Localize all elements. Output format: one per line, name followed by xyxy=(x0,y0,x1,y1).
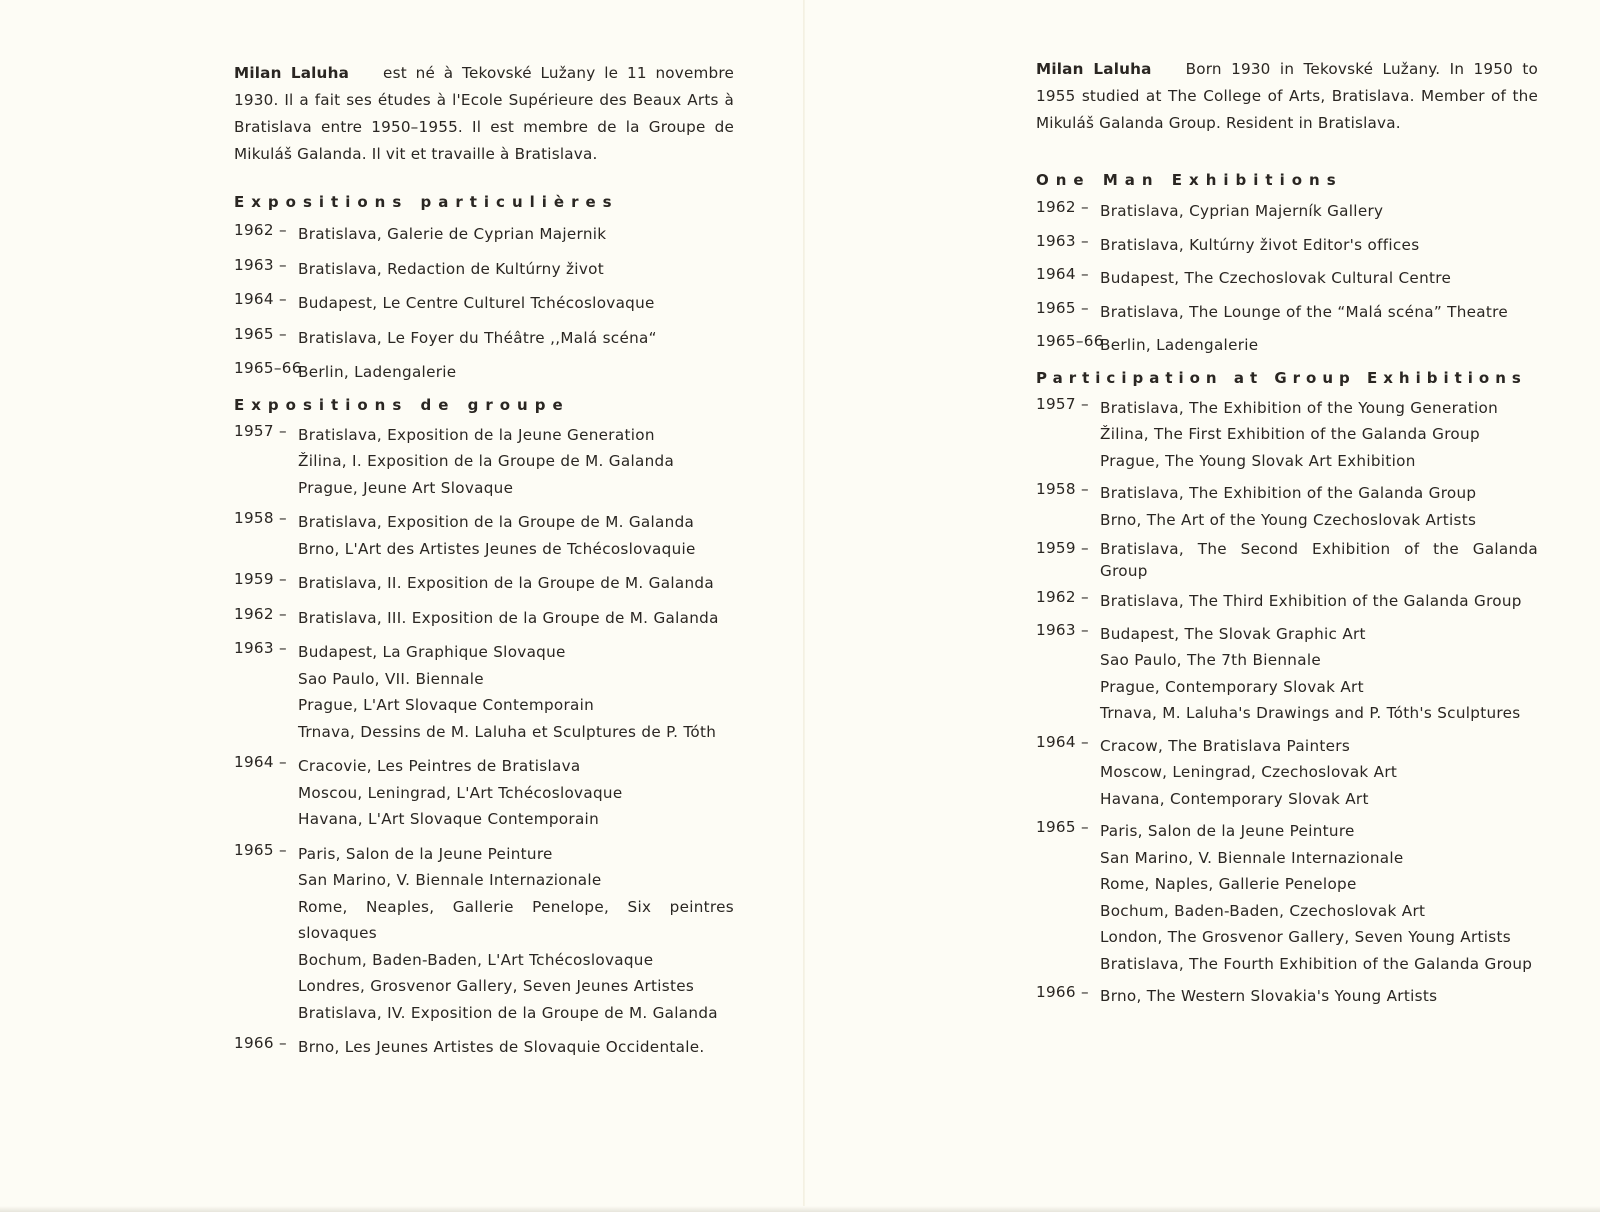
exhibition-venues xyxy=(298,570,734,597)
exhibition-entry xyxy=(234,221,734,248)
artist-name: Milan Laluha xyxy=(234,64,350,82)
exhibition-venue: Brno, L'Art des Artistes Jeunes de Tchécoslovaquie xyxy=(298,539,696,558)
exhibition-venues xyxy=(298,221,734,248)
exhibition-year: 1962 – xyxy=(1036,198,1089,216)
exhibition-venue: Bratislava, III. Exposition de la Groupe de M. Galanda xyxy=(298,608,719,627)
exhibition-venues xyxy=(1100,480,1538,533)
exhibition-entry xyxy=(234,841,734,1027)
exhibition-year: 1962 – xyxy=(234,221,287,239)
exhibition-venue: Sao Paulo, The 7th Biennale xyxy=(1100,651,1321,669)
section-title-group: Expositions de groupe xyxy=(234,395,570,414)
artist-name: Milan Laluha xyxy=(1036,60,1152,78)
exhibition-venues xyxy=(1100,299,1538,326)
exhibition-year: 1965 – xyxy=(1036,818,1089,836)
exhibition-venues xyxy=(298,841,734,1027)
biography-text: est né à Tekovské Lužany le 11 novembre 1930. Il a fait ses études à l'Ecole Supérieure des Beaux Arts à Bratislava entre 1950–1955. Il est membre de la Groupe de Mikuláš Galanda. Il vit et travaille à Bratislava. xyxy=(234,64,734,163)
exhibition-year: 1959 – xyxy=(1036,539,1089,557)
section-title-one-man: Expositions particulières xyxy=(234,193,619,211)
exhibition-venue: Moscow, Leningrad, Czechoslovak Art xyxy=(1100,763,1398,781)
exhibition-venues xyxy=(298,509,734,562)
exhibition-year: 1963 – xyxy=(234,639,287,657)
exhibition-entry xyxy=(234,1034,734,1061)
exhibition-year: 1965–66 xyxy=(234,359,302,377)
exhibition-venue: Budapest, The Slovak Graphic Art xyxy=(1100,624,1366,643)
exhibition-venue: Bratislava, Cyprian Majerník Gallery xyxy=(1100,202,1384,220)
exhibition-venue: Berlin, Ladengalerie xyxy=(298,363,457,381)
exhibition-venue: Bratislava, Kultúrny život Editor's offices xyxy=(1100,235,1420,254)
exhibition-year: 1964 – xyxy=(234,753,287,771)
one-man-exhibitions-list xyxy=(234,221,734,386)
exhibition-venue: Bratislava, The Second Exhibition of the Galanda Group xyxy=(1100,540,1538,580)
exhibition-venue: Cracovie, Les Peintres de Bratislava xyxy=(298,757,581,775)
exhibition-venue: Bratislava, Exposition de la Jeune Generation xyxy=(298,425,655,444)
exhibition-venue: Havana, Contemporary Slovak Art xyxy=(1100,789,1369,808)
biography-text: Born 1930 in Tekovské Lužany. In 1950 to 1955 studied at The College of Arts, Bratislava. Member of the Mikuláš Galanda Group. Resident in Bratislava. xyxy=(1036,60,1539,132)
exhibition-year: 1957 – xyxy=(234,421,287,440)
exhibition-venue: San Marino, V. Biennale Internazionale xyxy=(1100,848,1404,867)
exhibition-venues xyxy=(1100,539,1538,582)
exhibition-venue: Cracow, The Bratislava Painters xyxy=(1100,736,1351,755)
exhibition-venues xyxy=(1100,588,1538,615)
exhibition-venue: Bratislava, IV. Exposition de la Groupe de M. Galanda xyxy=(298,1003,718,1022)
exhibition-venues xyxy=(1100,395,1538,475)
exhibition-entry xyxy=(234,290,734,317)
exhibition-entry xyxy=(1036,232,1538,259)
exhibition-venues xyxy=(298,359,734,386)
exhibition-year: 1966 – xyxy=(1036,983,1089,1001)
exhibition-venues xyxy=(1100,621,1538,727)
exhibition-venues xyxy=(1100,332,1538,359)
exhibition-venue: Bratislava, The Lounge of the “Malá scéna” Theatre xyxy=(1100,302,1509,321)
exhibition-entry xyxy=(234,753,734,833)
exhibition-year: 1957 – xyxy=(1036,394,1089,413)
exhibition-venue: Rome, Naples, Gallerie Penelope xyxy=(1100,875,1357,893)
exhibition-entry xyxy=(1036,480,1538,533)
group-exhibitions-list xyxy=(1036,395,1538,1010)
exhibition-venues xyxy=(1100,198,1538,225)
exhibition-year: 1962 – xyxy=(234,604,287,623)
exhibition-venue: Žilina, The First Exhibition of the Galanda Group xyxy=(1100,425,1480,443)
exhibition-entry xyxy=(234,256,734,283)
exhibition-venues xyxy=(1100,983,1538,1010)
exhibition-entry xyxy=(1036,733,1538,813)
exhibition-venues xyxy=(298,422,734,502)
exhibition-venue: Bratislava, Redaction de Kultúrny život xyxy=(298,259,604,278)
exhibition-venue: Prague, Contemporary Slovak Art xyxy=(1100,677,1364,696)
exhibition-year: 1963 – xyxy=(234,255,287,274)
exhibition-venue: Bratislava, Galerie de Cyprian Majernik xyxy=(298,225,607,243)
paper-bottom-edge xyxy=(0,1206,1600,1212)
section-title-group: Participation at Group Exhibitions xyxy=(1036,368,1527,387)
exhibition-entry xyxy=(234,422,734,502)
exhibition-entry xyxy=(234,605,734,632)
exhibition-venue: Bratislava, Exposition de la Groupe de M. Galanda xyxy=(298,513,695,531)
exhibition-venue: Bratislava, The Exhibition of the Galanda Group xyxy=(1100,484,1477,502)
exhibition-venues xyxy=(298,290,734,317)
exhibition-venue: Budapest, Le Centre Culturel Tchécoslovaque xyxy=(298,294,655,312)
exhibition-year: 1962 – xyxy=(1036,588,1089,606)
exhibition-venue: Bratislava, Le Foyer du Théâtre ,,Malá scéna“ xyxy=(298,328,657,347)
group-exhibitions-list xyxy=(234,422,734,1061)
exhibition-venue: Havana, L'Art Slovaque Contemporain xyxy=(298,810,599,828)
exhibition-entry xyxy=(1036,539,1538,582)
exhibition-venue: Paris, Salon de la Jeune Peinture xyxy=(298,844,553,863)
exhibition-venue: Trnava, M. Laluha's Drawings and P. Tóth's Sculptures xyxy=(1100,704,1521,722)
exhibition-entry xyxy=(1036,395,1538,475)
exhibition-venues xyxy=(298,639,734,745)
exhibition-venue: Prague, The Young Slovak Art Exhibition xyxy=(1100,451,1416,470)
exhibition-venue: Budapest, La Graphique Slovaque xyxy=(298,643,566,661)
section-title-one-man: One Man Exhibitions xyxy=(1036,171,1343,189)
exhibition-year: 1965 – xyxy=(1036,298,1089,317)
exhibition-venue: Bratislava, The Fourth Exhibition of the Galanda Group xyxy=(1100,954,1533,973)
exhibition-venue: Moscou, Leningrad, L'Art Tchécoslovaque xyxy=(298,783,623,802)
exhibition-venue: San Marino, V. Biennale Internazionale xyxy=(298,871,602,889)
exhibition-year: 1964 – xyxy=(234,290,287,308)
one-man-exhibitions-list xyxy=(1036,198,1538,359)
exhibition-venue: Brno, The Art of the Young Czechoslovak Artists xyxy=(1100,510,1477,529)
exhibition-venues xyxy=(298,605,734,632)
exhibition-venue: Sao Paulo, VII. Biennale xyxy=(298,669,484,688)
exhibition-entry xyxy=(1036,299,1538,326)
exhibition-venue: Brno, The Western Slovakia's Young Artists xyxy=(1100,987,1438,1005)
exhibition-year: 1964 – xyxy=(1036,732,1089,751)
exhibition-venues xyxy=(1100,265,1538,292)
exhibition-venue: Bratislava, The Exhibition of the Young Generation xyxy=(1100,398,1499,417)
exhibition-venue: Bratislava, II. Exposition de la Groupe de M. Galanda xyxy=(298,574,714,592)
exhibition-year: 1959 – xyxy=(234,570,287,588)
exhibition-venues xyxy=(298,753,734,833)
exhibition-entry xyxy=(1036,588,1538,615)
exhibition-year: 1958 – xyxy=(1036,480,1089,498)
exhibition-year: 1965–66 xyxy=(1036,332,1104,350)
exhibition-entry xyxy=(1036,983,1538,1010)
exhibition-venue: Budapest, The Czechoslovak Cultural Centre xyxy=(1100,269,1452,287)
exhibition-venues xyxy=(298,325,734,352)
exhibition-year: 1958 – xyxy=(234,509,287,527)
exhibition-year: 1964 – xyxy=(1036,265,1089,283)
exhibition-entry xyxy=(234,639,734,745)
exhibition-entry xyxy=(1036,198,1538,225)
exhibition-venue: Prague, L'Art Slovaque Contemporain xyxy=(298,696,595,714)
exhibition-venue: Brno, Les Jeunes Artistes de Slovaquie Occidentale. xyxy=(298,1038,705,1056)
biography-intro xyxy=(1036,0,1538,137)
exhibition-year: 1963 – xyxy=(1036,231,1089,250)
exhibition-venue: Londres, Grosvenor Gallery, Seven Jeunes Artistes xyxy=(298,977,695,995)
page-fold xyxy=(803,0,805,1206)
exhibition-entry xyxy=(1036,265,1538,292)
exhibition-entry xyxy=(1036,621,1538,727)
exhibition-venue: Berlin, Ladengalerie xyxy=(1100,336,1259,354)
exhibition-venues xyxy=(1100,232,1538,259)
exhibition-entry xyxy=(234,359,734,386)
exhibition-venue: Bratislava, The Third Exhibition of the Galanda Group xyxy=(1100,592,1522,610)
exhibition-venues xyxy=(1100,733,1538,813)
right-page-english xyxy=(1036,0,1538,1016)
exhibition-year: 1963 – xyxy=(1036,620,1089,639)
exhibition-venue: Bochum, Baden-Baden, Czechoslovak Art xyxy=(1100,901,1426,920)
exhibition-year: 1965 – xyxy=(234,324,287,343)
exhibition-entry xyxy=(1036,332,1538,359)
exhibition-venue: Rome, Neaples, Gallerie Penelope, Six peintres slovaques xyxy=(298,897,734,942)
exhibition-entry xyxy=(234,509,734,562)
exhibition-venue: Žilina, I. Exposition de la Groupe de M. Galanda xyxy=(298,452,675,470)
biography-intro xyxy=(234,0,734,168)
exhibition-entry xyxy=(1036,818,1538,977)
exhibition-venues xyxy=(1100,818,1538,977)
exhibition-entry xyxy=(234,570,734,597)
exhibition-year: 1966 – xyxy=(234,1034,287,1052)
exhibition-venue: Prague, Jeune Art Slovaque xyxy=(298,478,514,497)
exhibition-year: 1965 – xyxy=(234,840,287,859)
exhibition-venue: Paris, Salon de la Jeune Peinture xyxy=(1100,822,1355,840)
exhibition-venue: London, The Grosvenor Gallery, Seven Young Artists xyxy=(1100,928,1511,946)
exhibition-venue: Trnava, Dessins de M. Laluha et Sculptures de P. Tóth xyxy=(298,722,717,741)
left-page-french xyxy=(234,0,734,1069)
exhibition-entry xyxy=(234,325,734,352)
exhibition-venues xyxy=(298,256,734,283)
exhibition-venue: Bochum, Baden-Baden, L'Art Tchécoslovaque xyxy=(298,950,654,969)
exhibition-venues xyxy=(298,1034,734,1061)
